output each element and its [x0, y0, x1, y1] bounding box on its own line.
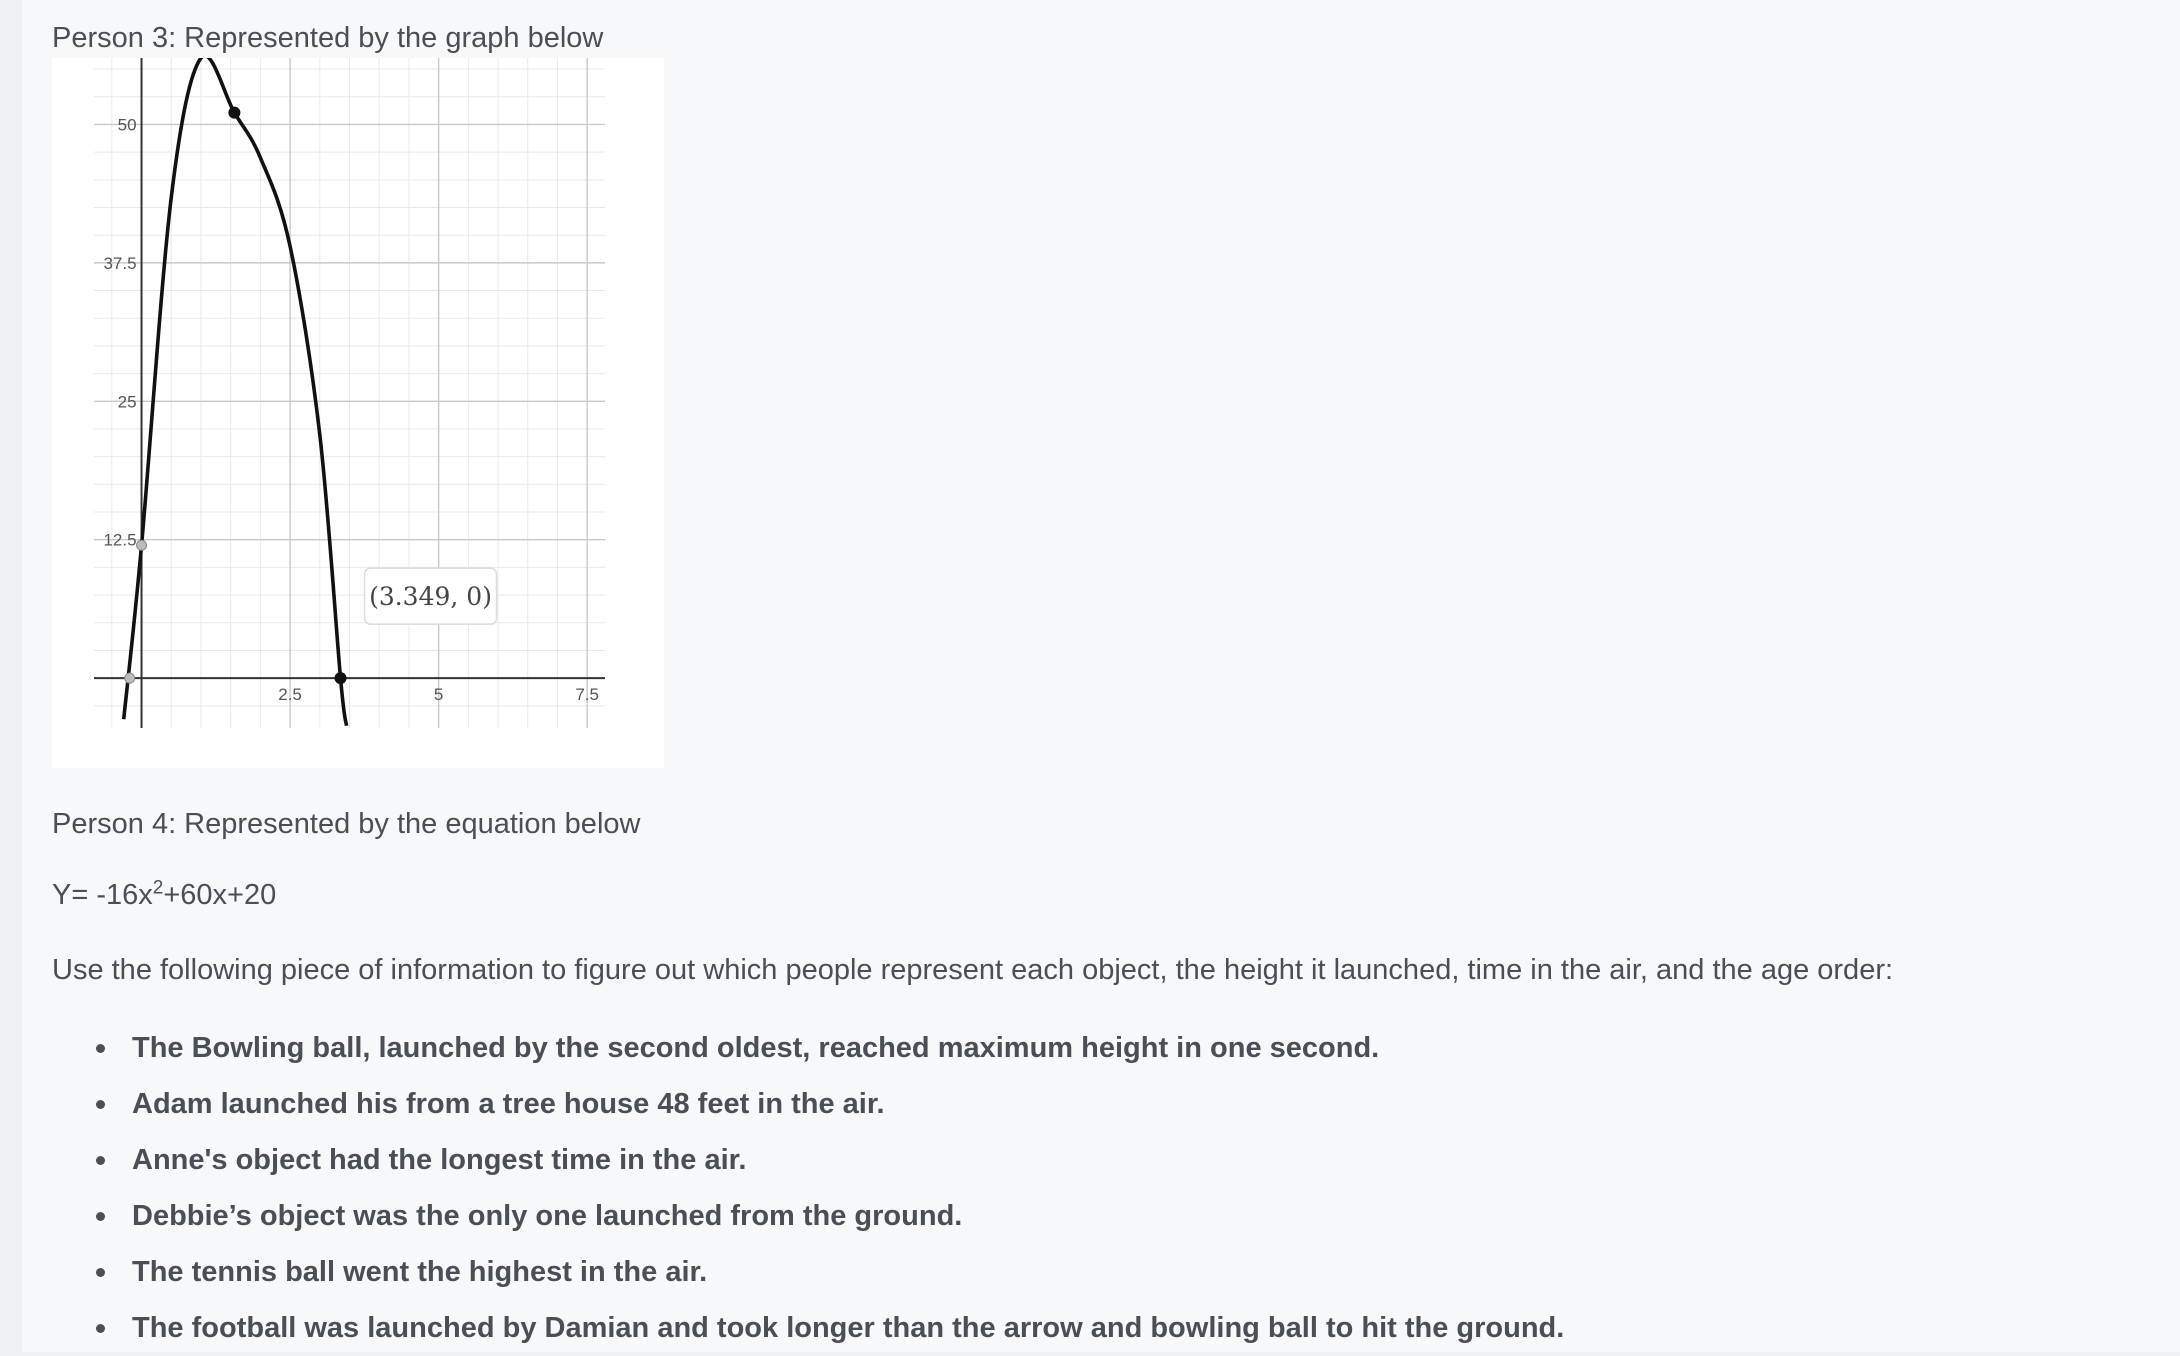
equation-suffix: +60x+20: [163, 879, 277, 911]
x-tick-label: 2.5: [278, 685, 302, 705]
bullet-dot-icon: [96, 1100, 105, 1109]
point-annotation: [365, 568, 497, 624]
bullet-dot-icon: [96, 1324, 105, 1333]
person4-heading: Person 4: Represented by the equation below: [52, 808, 641, 840]
clue-item: [52, 1132, 1564, 1188]
clue-item: [52, 1300, 1564, 1356]
parabola-graph: [52, 58, 664, 768]
y-tick-label: 25: [117, 392, 137, 412]
clue-text: Adam launched his from a tree house 48 feet in the air.: [132, 1088, 885, 1120]
clue-item: [52, 1188, 1564, 1244]
clue-text: Debbie’s object was the only one launched from the ground.: [132, 1200, 963, 1232]
person3-heading: Person 3: Represented by the graph below: [52, 22, 604, 54]
data-point: [125, 673, 135, 683]
annotation-label: (3.349, 0): [369, 582, 492, 612]
data-point: [228, 107, 240, 119]
y-tick-label: 37.5: [103, 253, 137, 273]
y-tick-label: 12.5: [103, 530, 137, 550]
content-page: [22, 0, 2180, 1352]
person4-equation: [52, 877, 276, 913]
y-tick-label: 50: [117, 115, 137, 135]
bullet-dot-icon: [96, 1044, 105, 1053]
data-point: [335, 672, 347, 684]
clue-text: The Bowling ball, launched by the second oldest, reached maximum height in one second.: [132, 1032, 1380, 1064]
x-tick-label: 7.5: [575, 685, 599, 705]
data-point: [137, 540, 147, 550]
equation-prefix: Y= -16x: [52, 879, 153, 911]
x-tick-label: 5: [433, 685, 444, 705]
clue-text: Anne's object had the longest time in the air.: [132, 1144, 747, 1176]
bullet-dot-icon: [96, 1212, 105, 1221]
parabola-curve: [124, 58, 347, 726]
clue-item: [52, 1244, 1564, 1300]
bullet-dot-icon: [96, 1156, 105, 1165]
clue-text: The tennis ball went the highest in the air.: [132, 1256, 708, 1288]
clue-text: The football was launched by Damian and took longer than the arrow and bowling ball to hit the ground.: [132, 1312, 1565, 1344]
clue-item: [52, 1076, 1564, 1132]
equation-exponent: 2: [152, 877, 164, 899]
instructions-text: Use the following piece of information to figure out which people represent each object, the height it launched, time in the air, and the age order:: [52, 954, 1894, 986]
graph-svg: [52, 58, 664, 768]
clue-item: [52, 1020, 1564, 1076]
bullet-dot-icon: [96, 1268, 105, 1277]
clue-list: [52, 1020, 1564, 1356]
